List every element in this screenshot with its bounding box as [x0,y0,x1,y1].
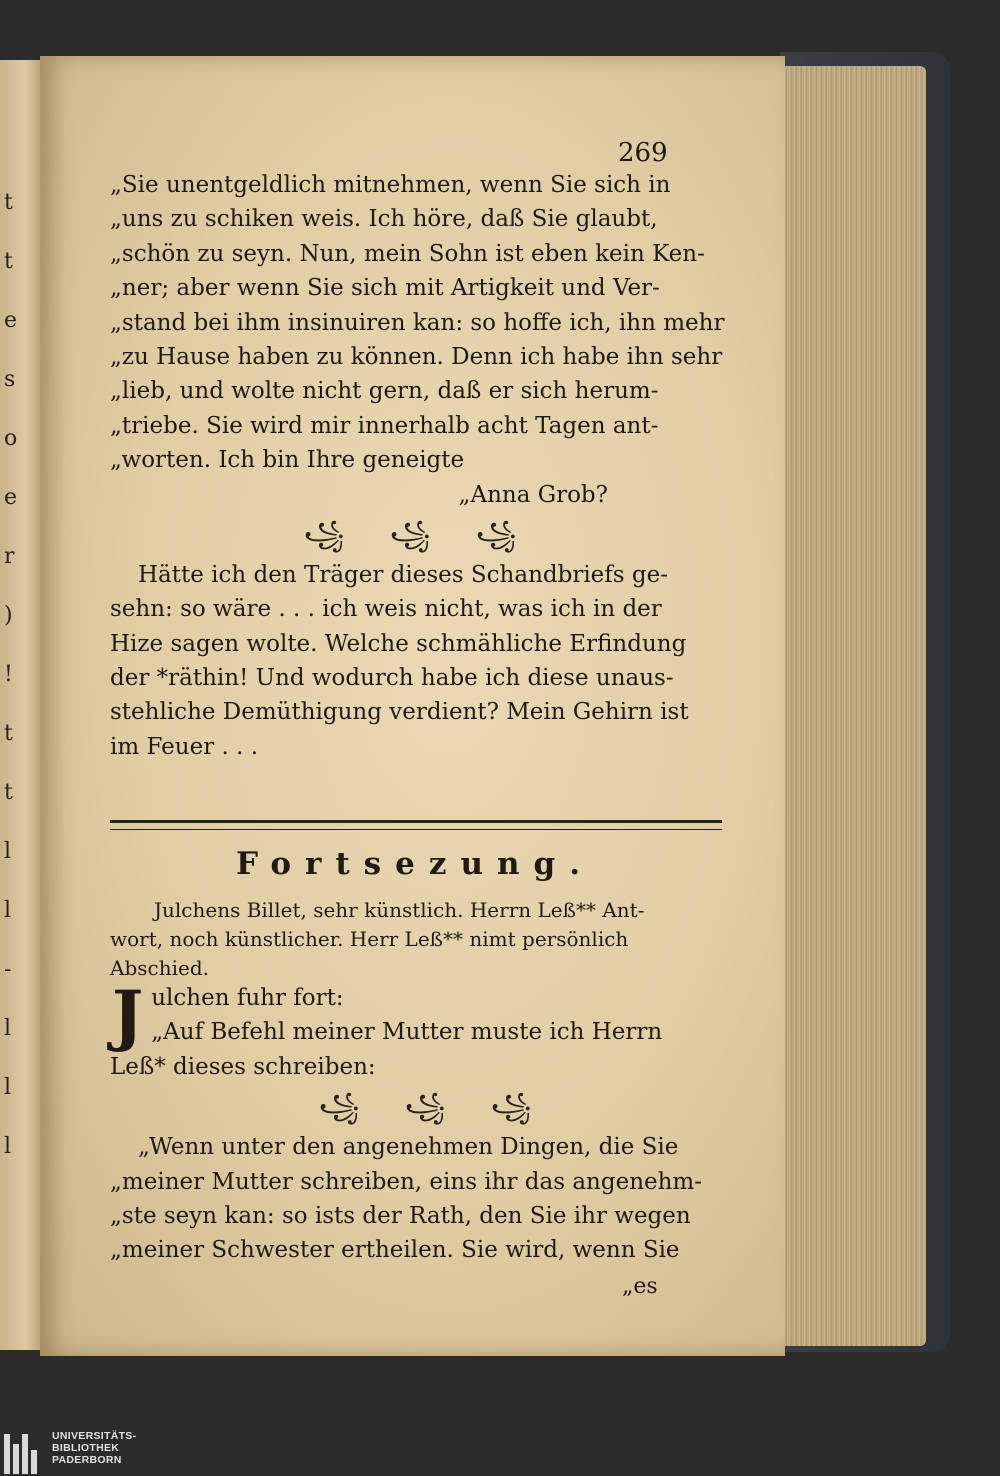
ornament-icon: ꧁ [475,519,517,550]
letter-text [110,168,725,764]
summary-line: wort, noch künstlicher. Herr Leß** nimt persönlich [110,927,629,951]
page-stack-edge [778,66,926,1346]
ornament-icon: ꧁ [303,519,345,550]
catchword: „es [622,1274,658,1299]
text-line: „stand bei ihm insinuiren kan: so hoffe ich, ihn mehr [110,309,725,336]
left-page-letter: e [4,308,18,333]
text-line: „uns zu schiken weis. Ich höre, daß Sie glaubt, [110,206,658,233]
ornament-divider [110,512,680,558]
text-line: „ner; aber wenn Sie sich mit Artigkeit und Ver- [110,275,660,302]
ornament-icon: ꧁ [404,1091,446,1122]
library-logo-icon [4,1428,44,1474]
text-line: „ste seyn kan: so ists der Rath, den Sie ihr wegen [110,1202,691,1229]
text-line: „Wenn unter den angenehmen Dingen, die Sie [138,1134,679,1161]
left-page-letter: l [4,839,12,864]
text-line: „schön zu seyn. Nun, mein Sohn ist eben kein Ken- [110,240,705,267]
logo-line: UNIVERSITÄTS- [52,1430,137,1442]
text-line: Hätte ich den Träger dieses Schandbriefs ge- [138,561,669,588]
left-page-letter: s [4,367,16,392]
signature: „Anna Grob? [458,481,608,508]
left-page-letter: l [4,898,12,923]
left-page-letter: o [4,426,18,451]
text-line: „meiner Mutter schreiben, eins ihr das angenehm- [110,1168,703,1195]
text-line: Leß* dieses schreiben: [110,1053,376,1080]
left-page-letter: r [4,544,15,569]
text-line: „meiner Schwester ertheilen. Sie wird, wenn Sie [110,1237,680,1264]
page-number: 269 [618,138,668,168]
previous-page-edge [0,60,42,1350]
section-rule [110,820,722,830]
logo-line: BIBLIOTHEK [52,1442,120,1454]
text-line: „Sie unentgeldlich mitnehmen, wenn Sie sich in [110,172,671,198]
logo-line: PADERBORN [52,1454,122,1466]
text-line: ulchen fuhr fort: [151,985,344,1011]
ornament-icon: ꧁ [318,1091,360,1122]
ornament-icon: ꧁ [490,1091,532,1122]
left-page-letter: t [4,780,13,805]
text-line: im Feuer . . . [110,733,259,760]
text-line: der *räthin! Und wodurch habe ich diese unaus- [110,665,674,692]
text-line: „zu Hause haben zu können. Denn ich habe ihn sehr [110,343,723,370]
left-page-letter: l [4,1016,12,1041]
left-page-letter: e [4,485,18,510]
text-line: „triebe. Sie wird mir innerhalb acht Tagen ant- [110,412,659,439]
section-heading: Fortsezung. [236,846,594,882]
left-page-letter: l [4,1075,12,1100]
drop-cap: J [112,976,144,1054]
summary-line: Julchens Billet, sehr künstlich. Herrn Leß** Ant- [154,898,645,922]
left-page-letter: ! [4,662,13,687]
left-page-letter: t [4,249,13,274]
text-line: Hize sagen wolte. Welche schmähliche Erfindung [110,630,687,657]
left-page-letter: l [4,1134,12,1159]
ornament-divider [110,1084,710,1130]
summary-line: Abschied. [110,956,209,980]
left-page-letter: ) [4,603,13,628]
text-line: sehn: so wäre . . . ich weis nicht, was ich in der [110,596,662,623]
ornament-icon: ꧁ [389,519,431,550]
library-logo [0,1424,160,1476]
text-line: „Auf Befehl meiner Mutter muste ich Herrn [151,1019,663,1046]
text-line: „lieb, und wolte nicht gern, daß er sich herum- [110,378,659,405]
left-page-letter: - [4,957,12,982]
left-page-letter: t [4,721,13,746]
book-page [40,56,785,1356]
library-logo-text [52,1430,136,1466]
left-page-letter: t [4,190,13,215]
chapter-summary [110,896,720,983]
chapter-text [110,976,710,1268]
text-line: „worten. Ich bin Ihre geneigte [110,447,465,474]
text-line: stehliche Demüthigung verdient? Mein Gehirn ist [110,699,689,726]
